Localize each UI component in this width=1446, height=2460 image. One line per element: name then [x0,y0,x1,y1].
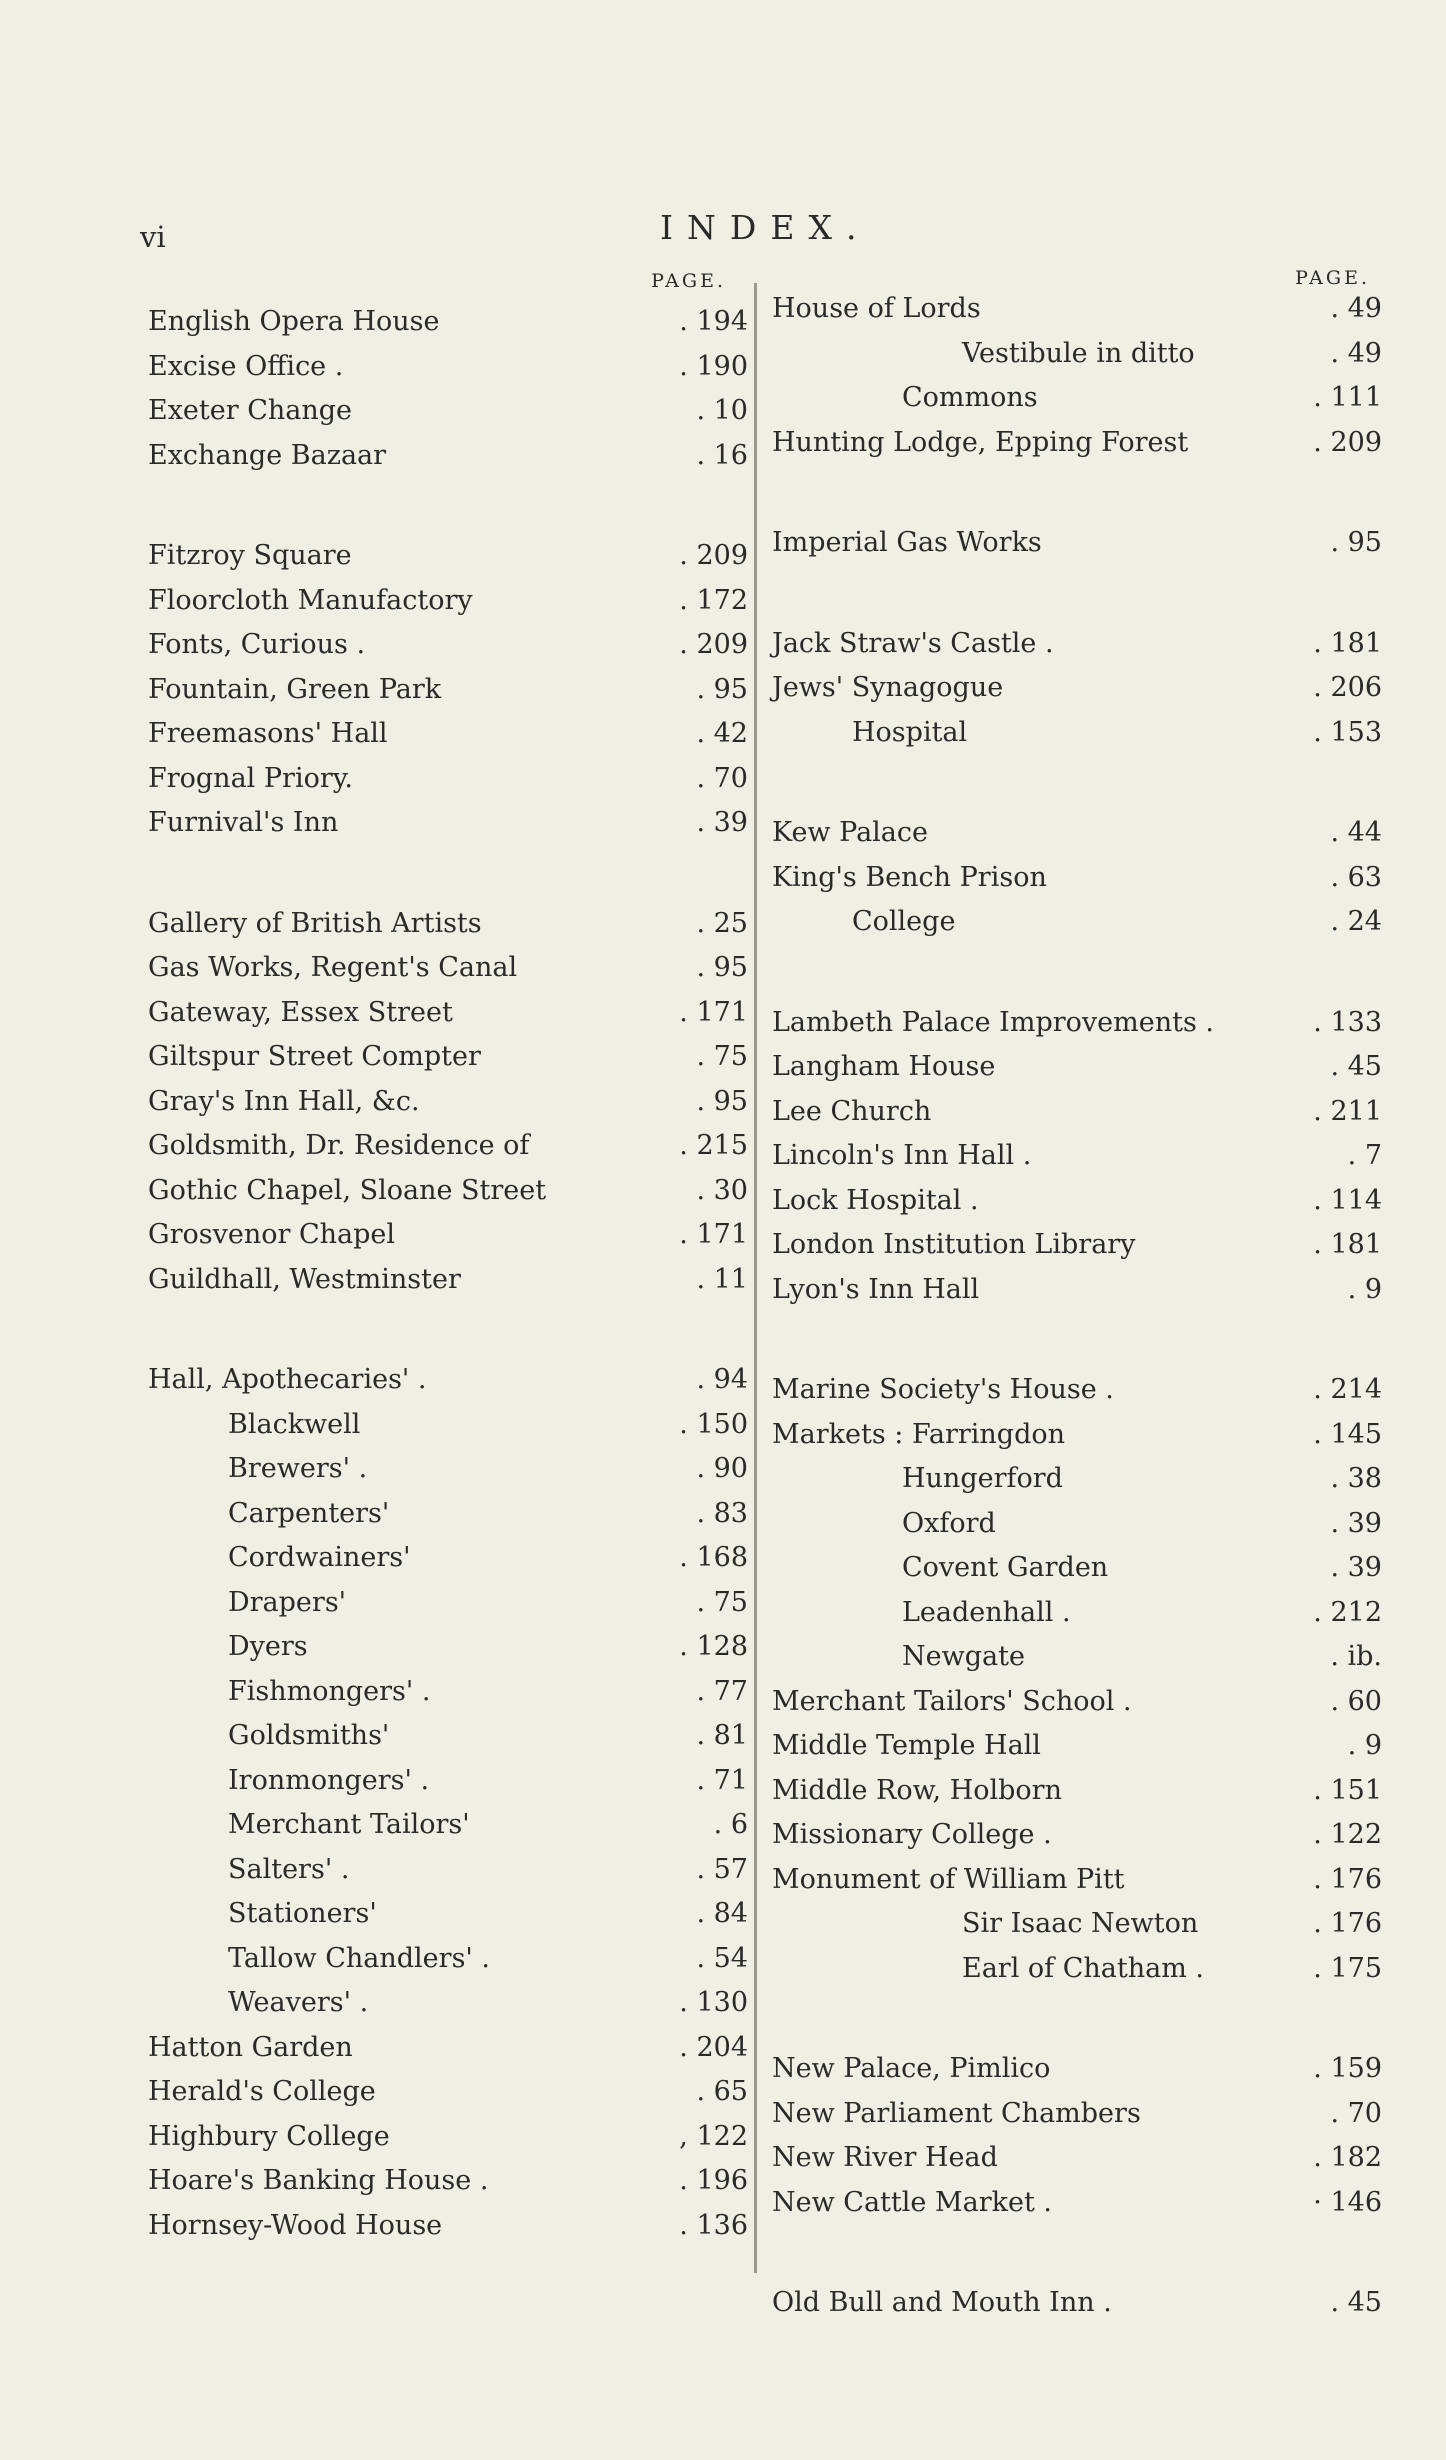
entry-label: Dyers [228,1631,308,1662]
index-entry [148,1086,748,1131]
entry-page-number: . 176 [1313,1908,1382,1939]
entry-label: Sir Isaac Newton [962,1908,1199,1939]
entry-label: Grosvenor Chapel [148,1219,395,1250]
entry-label: Hospital [852,716,968,748]
page-column-header: PAGE. [1295,267,1370,289]
entry-page-number: . 168 [679,1542,748,1573]
index-entry [772,1508,1382,1553]
entry-label: Missionary College . [772,1819,1052,1850]
index-entry [148,585,748,630]
right-column [772,267,1382,2332]
index-entry [772,1229,1382,1274]
entry-page-number: . 209 [1313,426,1382,458]
entry-page-number: . 114 [1313,1184,1382,1216]
entry-page-number: . 122 [1313,1819,1382,1850]
entry-page-number: . 42 [696,718,748,749]
entry-page-number: . 181 [1313,1229,1382,1260]
entry-page-number: . 95 [696,1085,748,1117]
entry-page-number: . 111 [1313,382,1382,413]
entry-page-number: . 128 [679,1631,748,1662]
entry-page-number: . 39 [1330,1507,1382,1539]
index-entry [148,1409,748,1454]
index-entry [148,807,748,852]
entry-page-number: . 49 [1330,293,1382,324]
entry-label: Old Bull and Mouth Inn . [772,2287,1112,2318]
entry-label: Monument of William Pitt [772,1863,1125,1895]
entry-label: Lyon's Inn Hall [772,1273,980,1305]
entry-page-number: . 209 [679,629,748,660]
right-entries [772,293,1382,2332]
entry-page-number: . 16 [696,439,748,471]
index-entry [772,1419,1382,1464]
entry-page-number: . 77 [696,1675,748,1707]
entry-label: Lee Church [772,1095,932,1127]
index-entry [148,908,748,953]
entry-label: Lincoln's Inn Hall . [772,1140,1032,1171]
entry-page-number: . 10 [696,395,748,426]
index-entry [148,351,748,396]
entry-label: House of Lords [772,293,981,324]
entry-label: Gateway, Essex Street [148,996,453,1028]
entry-label: Hatton Garden [148,2031,353,2063]
column-divider [754,283,757,2273]
index-entry [772,527,1382,572]
index-entry [772,1775,1382,1820]
entry-page-number: . 70 [1330,2097,1382,2129]
index-entry [772,1096,1382,1141]
group-spacer [772,951,1382,1007]
entry-page-number: . 159 [1313,2053,1382,2084]
entry-page-number: . 171 [679,996,748,1028]
index-entry [148,440,748,485]
entry-label: Leadenhall . [902,1596,1071,1628]
left-entries [148,306,748,2254]
entry-label: Cordwainers' [228,1542,411,1573]
group-spacer [772,1318,1382,1374]
entry-page-number: . 214 [1313,1374,1382,1405]
entry-page-number: . 9 [1347,1730,1382,1761]
entry-page-number: . 81 [696,1720,748,1751]
index-entry [148,1631,748,1676]
entry-label: Hall, Apothecaries' . [148,1364,427,1395]
entry-label: Blackwell [228,1408,361,1440]
entry-page-number: . 63 [1330,861,1382,893]
index-entry [148,1364,748,1409]
entry-label: Imperial Gas Works [772,527,1042,558]
entry-label: Excise Office . [148,350,344,382]
entry-page-number: . 206 [1313,672,1382,703]
entry-page-number: . 151 [1313,1774,1382,1806]
entry-label: Lock Hospital . [772,1184,979,1216]
entry-page-number: . 39 [1330,1552,1382,1583]
group-spacer [772,2231,1382,2287]
entry-label: Oxford [902,1507,996,1539]
entry-label: Commons [902,382,1038,413]
entry-label: Fishmongers' . [228,1675,431,1707]
index-entry [772,862,1382,907]
index-entry [772,906,1382,951]
entry-page-number: . 190 [679,350,748,382]
group-spacer [148,1308,748,1364]
entry-page-number: . 215 [679,1130,748,1161]
index-entry [148,1542,748,1587]
entry-page-number: . 60 [1330,1685,1382,1717]
entry-page-number: . 130 [679,1987,748,2018]
entry-page-number: . 39 [696,807,748,838]
entry-page-number: . 94 [696,1364,748,1395]
entry-page-number: . 171 [679,1219,748,1250]
entry-label: New Cattle Market . [772,2186,1052,2218]
entry-label: Newgate [902,1641,1025,1672]
entry-label: Fountain, Green Park [148,673,442,705]
entry-label: Frognal Priory. [148,762,354,794]
index-entry [148,2165,748,2210]
index-entry [772,1730,1382,1775]
entry-page-number: . 204 [679,2031,748,2063]
entry-label: Salters' . [228,1853,350,1885]
index-entry [772,293,1382,338]
entry-label: Langham House [772,1051,996,1082]
entry-page-number: . 49 [1330,337,1382,369]
index-entry [148,1264,748,1309]
entry-page-number: . 75 [696,1586,748,1618]
index-entry [148,1041,748,1086]
entry-label: Fonts, Curious . [148,629,366,660]
page-column-header: PAGE. [651,270,726,292]
index-entry [772,817,1382,862]
entry-label: London Institution Library [772,1229,1136,1260]
entry-label: Jack Straw's Castle . [772,627,1054,659]
entry-label: Floorcloth Manufactory [148,584,473,616]
index-entry [772,1463,1382,1508]
index-entry [148,2210,748,2255]
entry-page-number: . 57 [696,1853,748,1885]
index-entry [148,952,748,997]
entry-page-number: . 83 [696,1497,748,1529]
entry-label: New Parliament Chambers [772,2097,1141,2129]
entry-label: Ironmongers' . [228,1764,430,1796]
index-entry [148,2032,748,2077]
index-entry [772,1140,1382,1185]
entry-page-number: . 212 [1313,1596,1382,1628]
index-entry [772,2287,1382,2332]
group-spacer [148,484,748,540]
entry-label: Hornsey-Wood House [148,2209,443,2241]
entry-label: Carpenters' [228,1497,390,1529]
entry-label: Gothic Chapel, Sloane Street [148,1174,547,1206]
entry-label: Gray's Inn Hall, &c. [148,1085,420,1117]
entry-page-number: . 45 [1330,2287,1382,2318]
entry-label: Exeter Change [148,395,353,426]
index-entry [148,1587,748,1632]
index-entry [772,1597,1382,1642]
index-entry [148,2121,748,2166]
index-entry [772,2098,1382,2143]
index-entry [772,717,1382,762]
index-entry [148,1765,748,1810]
entry-label: Drapers' [228,1586,347,1618]
entry-page-number: . 6 [713,1809,748,1840]
entry-page-number: . 45 [1330,1051,1382,1082]
entry-label: Merchant Tailors' [228,1809,470,1840]
index-entry [148,674,748,719]
entry-page-number: . 71 [696,1764,748,1796]
index-entry [772,1007,1382,1052]
entry-page-number: . 194 [679,306,748,337]
index-entry [148,1498,748,1543]
entry-label: New Palace, Pimlico [772,2053,1051,2084]
entry-page-number: . 153 [1313,716,1382,748]
entry-label: Furnival's Inn [148,807,339,838]
index-entry [772,2053,1382,2098]
entry-label: Goldsmiths' [228,1720,390,1751]
entry-label: Markets : Farringdon [772,1418,1066,1450]
page-title: INDEX. [660,208,871,247]
index-entry [148,1219,748,1264]
entry-page-number: . 70 [696,762,748,794]
index-entry [772,1864,1382,1909]
entry-page-number: . 65 [696,2076,748,2107]
index-entry [148,718,748,763]
index-entry [772,2142,1382,2187]
entry-label: King's Bench Prison [772,861,1047,893]
entry-label: Highbury College [148,2120,390,2152]
index-entry [772,1051,1382,1096]
entry-label: Marine Society's House . [772,1374,1114,1405]
index-entry [772,1274,1382,1319]
entry-label: Jews' Synagogue [772,672,1004,703]
index-entry [772,672,1382,717]
entry-page-number: . 95 [1330,527,1382,558]
entry-label: College [852,906,956,937]
entry-page-number: . 95 [696,673,748,705]
index-entry [772,1686,1382,1731]
index-entry [772,1185,1382,1230]
index-entry [772,1641,1382,1686]
entry-label: Hunting Lodge, Epping Forest [772,426,1189,458]
entry-page-number: . 90 [696,1453,748,1484]
index-entry [148,540,748,585]
index-entry [772,1374,1382,1419]
entry-page-number: . 95 [696,952,748,983]
entry-label: Lambeth Palace Improvements . [772,1006,1214,1038]
entry-page-number: . 172 [679,584,748,616]
index-entry [148,1453,748,1498]
entry-page-number: . 136 [679,2209,748,2241]
index-entry [148,1987,748,2032]
entry-label: Gallery of British Artists [148,907,482,939]
left-column [148,270,748,2254]
entry-label: Guildhall, Westminster [148,1263,461,1295]
index-entry [148,1809,748,1854]
entry-label: Gas Works, Regent's Canal [148,952,518,983]
entry-page-number: . 9 [1347,1273,1382,1305]
entry-page-number: . 196 [679,2165,748,2196]
entry-label: Tallow Chandlers' . [228,1942,491,1974]
entry-page-number: . 84 [696,1898,748,1929]
index-entry [148,1130,748,1175]
entry-label: English Opera House [148,306,440,337]
entry-label: Kew Palace [772,817,929,848]
index-entry [772,382,1382,427]
group-spacer [148,852,748,908]
entry-label: Freemasons' Hall [148,718,388,749]
index-entry [148,1943,748,1988]
entry-label: Fitzroy Square [148,540,352,571]
group-spacer [772,572,1382,628]
index-entry [772,628,1382,673]
index-entry [772,1908,1382,1953]
entry-label: Vestibule in ditto [962,337,1195,369]
entry-page-number: . 176 [1313,1863,1382,1895]
entry-page-number: . 145 [1313,1418,1382,1450]
index-entry [148,1720,748,1765]
index-entry [772,2187,1382,2232]
entry-page-number: . 175 [1313,1952,1382,1984]
page-folio: vi [140,220,166,254]
entry-label: Herald's College [148,2076,376,2107]
entry-label: Exchange Bazaar [148,439,387,471]
entry-label: Weavers' . [228,1987,369,2018]
entry-page-number: . 11 [696,1263,748,1295]
entry-page-number: · 146 [1313,2186,1382,2218]
entry-page-number: . 133 [1313,1006,1382,1038]
index-entry [148,1175,748,1220]
index-entry [148,306,748,351]
index-entry [772,1953,1382,1998]
index-entry [148,763,748,808]
group-spacer [772,1997,1382,2053]
group-spacer [772,471,1382,527]
entry-page-number: . 150 [679,1408,748,1440]
entry-label: Earl of Chatham . [962,1952,1205,1984]
index-entry [148,629,748,674]
index-entry [772,338,1382,383]
entry-label: Stationers' [228,1898,377,1929]
index-entry [148,997,748,1042]
entry-label: Hungerford [902,1463,1063,1494]
entry-page-number: . 54 [696,1942,748,1974]
entry-page-number: . 24 [1330,906,1382,937]
index-entry [772,1819,1382,1864]
entry-page-number: . 7 [1347,1140,1382,1171]
entry-label: New River Head [772,2142,998,2173]
entry-label: Covent Garden [902,1552,1109,1583]
entry-label: Goldsmith, Dr. Residence of [148,1130,530,1161]
entry-page-number: . 75 [696,1041,748,1072]
index-entry [772,1552,1382,1597]
entry-page-number: . 211 [1313,1095,1382,1127]
index-entry [148,1854,748,1899]
entry-label: Middle Temple Hall [772,1730,1041,1761]
entry-label: Middle Row, Holborn [772,1774,1062,1806]
entry-label: Hoare's Banking House . [148,2165,489,2196]
entry-page-number: . 38 [1330,1463,1382,1494]
entry-label: Brewers' . [228,1453,368,1484]
index-entry [148,1676,748,1721]
entry-page-number: , 122 [679,2120,748,2152]
index-entry [148,2076,748,2121]
entry-page-number: . ib. [1330,1641,1382,1672]
entry-page-number: . 209 [679,540,748,571]
entry-label: Giltspur Street Compter [148,1041,481,1072]
group-spacer [772,761,1382,817]
entry-page-number: . 182 [1313,2142,1382,2173]
entry-page-number: . 30 [696,1174,748,1206]
index-entry [148,395,748,440]
index-entry [148,1898,748,1943]
entry-label: Merchant Tailors' School . [772,1685,1132,1717]
index-entry [772,427,1382,472]
entry-page-number: . 181 [1313,627,1382,659]
entry-page-number: . 44 [1330,817,1382,848]
entry-page-number: . 25 [696,907,748,939]
